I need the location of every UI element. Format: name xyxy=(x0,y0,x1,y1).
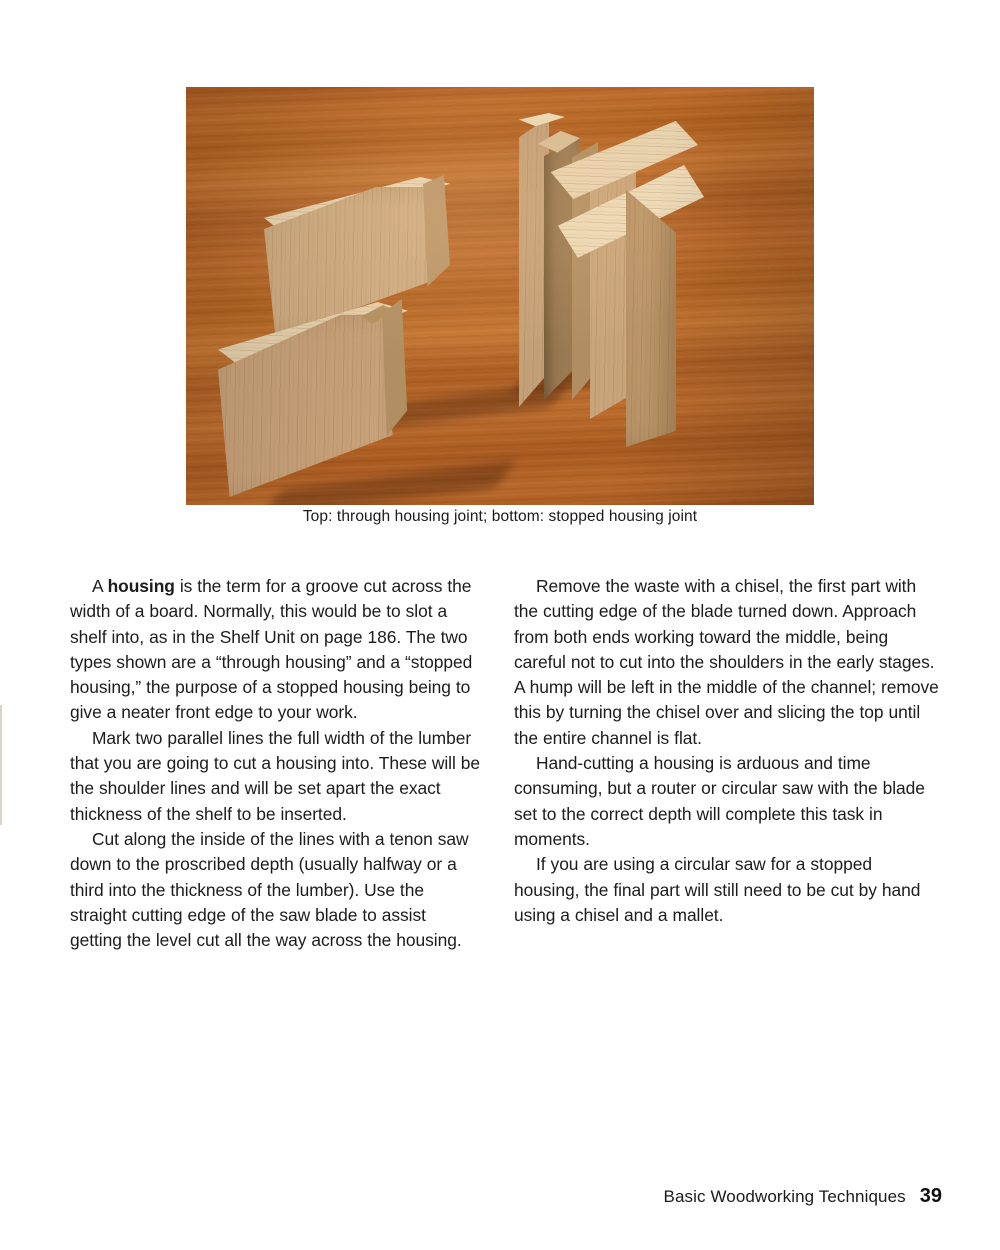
housing-joint-photograph xyxy=(186,87,814,505)
paragraph-mark-lines: Mark two parallel lines the full width of the lumber that you are going to cut a housing into. These will be the shoulder lines and will be set apart the exact thickness of the shelf to be inserted. xyxy=(70,727,481,824)
paragraph-remove-waste: Remove the waste with a chisel, the first part with the cutting edge of the blade turned down. Approach from both ends working toward the middle, being careful not to cut into the shoulders in the early stages. A hump will be left in the middle of the channel; remove this by turning the chisel over and slicing the top until the entire channel is flat. xyxy=(514,576,939,748)
left-text-column xyxy=(70,574,482,953)
paragraph-circular-saw: If you are using a circular saw for a stopped housing, the final part will still need to be cut by hand using a chisel and a mallet. xyxy=(514,854,921,925)
right-text-column xyxy=(514,574,942,928)
paragraph-lead-text: A xyxy=(92,576,108,596)
page-footer xyxy=(664,1185,942,1208)
keyword-housing: housing xyxy=(107,576,175,596)
footer-page-number: 39 xyxy=(919,1185,942,1207)
paragraph-housing-definition xyxy=(70,574,482,726)
photo-frame xyxy=(186,87,814,505)
paragraph-rest-text: is the term for a groove cut across the width of a board. Normally, this would be to slot a shelf into, as in the Shelf Unit on page 186. The two types shown are a “through housing” and a “stopped housing,” the purpose of a stopped housing being to give a neater front edge to your work. xyxy=(70,576,473,723)
paragraph-hand-cutting: Hand-cutting a housing is arduous and time consuming, but a router or circular saw with the blade set to the correct depth will complete this task in moments. xyxy=(514,753,925,849)
page-edge-artifact xyxy=(0,705,2,825)
paragraph-cut-lines: Cut along the inside of the lines with a tenon saw down to the proscribed depth (usually halfway or a third into the thickness of the lumber). Use the straight cutting edge of the saw blade to assist getting the level cut all the way across the housing. xyxy=(70,828,469,951)
footer-chapter-title: Basic Woodworking Techniques xyxy=(663,1187,906,1206)
figure-caption: Top: through housing joint; bottom: stopped housing joint xyxy=(302,508,698,525)
photo-lighting-sheen xyxy=(186,87,814,505)
